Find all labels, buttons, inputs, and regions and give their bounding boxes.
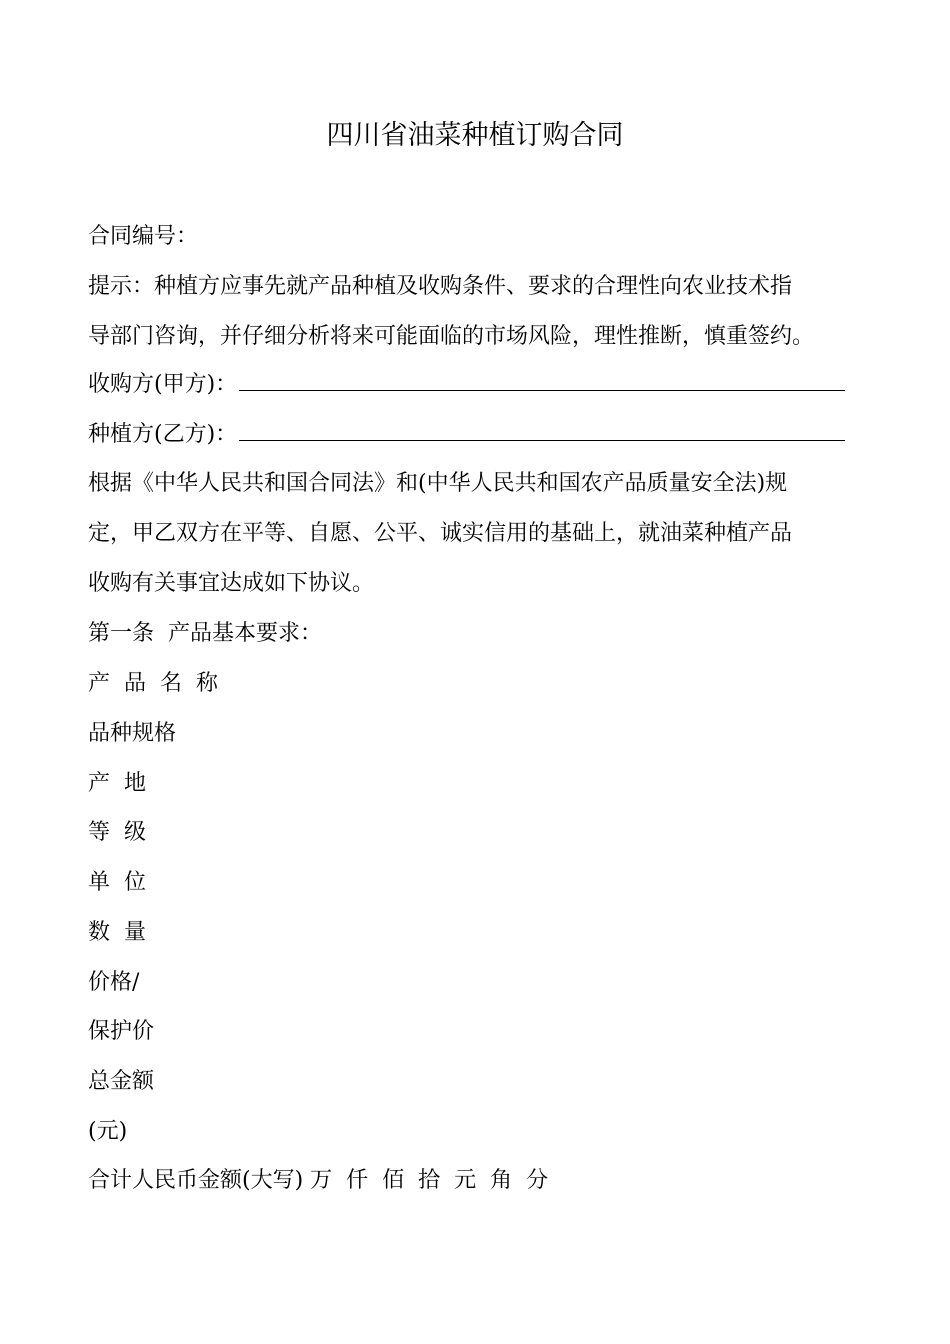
basis-line-1: 根据《中华人民共和国合同法》和(中华人民共和国农产品质量安全法)规 [88, 471, 788, 496]
basis-line-2: 定，甲乙双方在平等、自愿、公平、诚实信用的基础上，就油菜种植产品 [88, 521, 793, 546]
field-price: 价格/ [88, 970, 140, 995]
buyer-blank-field[interactable] [239, 370, 845, 391]
buyer-row [88, 368, 845, 402]
notice-line-2: 导部门咨询，并仔细分析将来可能面临的市场风险，理性推断，慎重签约。 [88, 324, 815, 349]
contract-number-label: 合同编号： [88, 224, 199, 249]
basis-line-3: 收购有关事宜达成如下协议。 [88, 571, 375, 596]
field-total-amount: 总金额 [88, 1069, 155, 1094]
buyer-label: 收购方(甲方)： [88, 372, 238, 397]
field-quantity: 数 量 [88, 920, 146, 945]
field-product-name: 产 品 名 称 [88, 671, 218, 696]
field-total-rmb: 合计人民币金额(大写) 万 仟 佰 拾 元 角 分 [88, 1168, 549, 1193]
grower-blank-field[interactable] [239, 420, 845, 441]
field-variety-spec: 品种规格 [88, 721, 177, 746]
field-origin: 产 地 [88, 771, 146, 796]
notice-line-1: 提示：种植方应事先就产品种植及收购条件、要求的合理性向农业技术指 [88, 274, 793, 299]
article-1-heading: 第一条 产品基本要求： [88, 621, 322, 646]
document-title: 四川省油菜种植订购合同 [326, 120, 624, 151]
field-unit: 单 位 [88, 870, 146, 895]
field-protect-price: 保护价 [88, 1019, 155, 1044]
grower-label: 种植方(乙方)： [88, 422, 238, 447]
field-yuan-unit: (元) [88, 1119, 128, 1144]
grower-row [88, 418, 845, 452]
field-grade: 等 级 [88, 820, 146, 845]
